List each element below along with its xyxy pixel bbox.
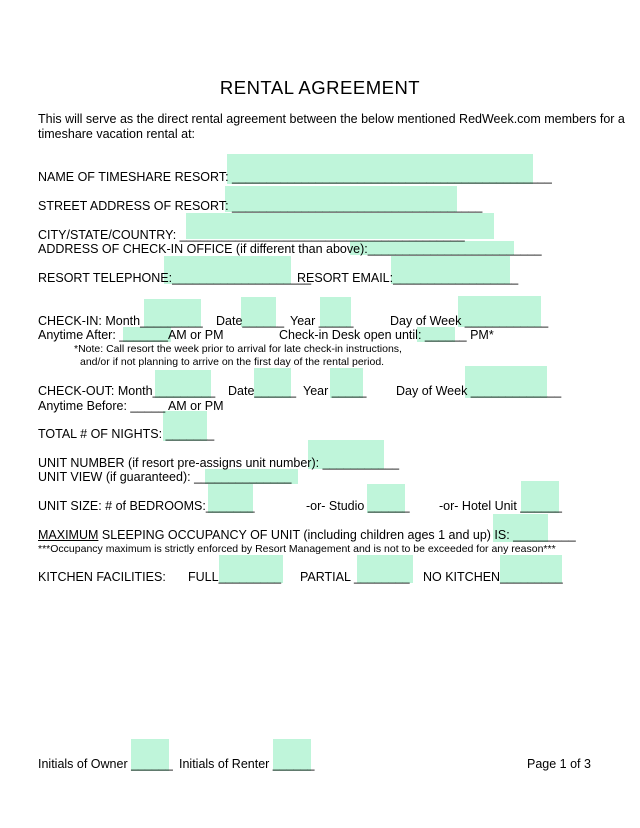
- checkout-year-label: Year _____: [303, 384, 367, 398]
- telephone-label: RESORT TELEPHONE:____________________: [38, 271, 312, 285]
- unit-size-label: UNIT SIZE: # of BEDROOMS:_______: [38, 499, 255, 513]
- kitchen-partial-label: PARTIAL ________: [300, 570, 410, 584]
- studio-label: -or- Studio ______: [306, 499, 410, 513]
- initials-owner-label: Initials of Owner ______: [38, 757, 173, 771]
- no-kitchen-label: NO KITCHEN_________: [423, 570, 563, 584]
- checkin-dow-label: Day of Week ____________: [390, 314, 549, 328]
- anytime-after-label: Anytime After: _______AM or PM: [38, 328, 224, 342]
- page-title: RENTAL AGREEMENT: [219, 77, 421, 98]
- kitchen-label: KITCHEN FACILITIES:: [38, 570, 166, 584]
- unit-number-label: UNIT NUMBER (if resort pre-assigns unit number): ___________: [38, 456, 400, 470]
- checkin-note-2: and/or if not planning to arrive on the first day of the rental period.: [80, 356, 385, 368]
- city-label: CITY/STATE/COUNTRY: _________________________________________: [38, 228, 465, 242]
- checkin-office-label: ADDRESS OF CHECK-IN OFFICE (if different than above):_________________________: [38, 242, 542, 256]
- street-address-label: STREET ADDRESS OF RESORT: ____________________________________: [38, 199, 483, 213]
- occupancy-note: ***Occupancy maximum is strictly enforced by Resort Management and is not to be exceeded for any reason***: [38, 543, 556, 555]
- occupancy-label-rest: SLEEPING OCCUPANCY OF UNIT (including children ages 1 and up) IS: _________: [98, 528, 576, 542]
- checkout-dow-label: Day of Week _____________: [396, 384, 562, 398]
- occupancy-label: [38, 528, 576, 542]
- email-label: RESORT EMAIL:__________________: [297, 271, 519, 285]
- checkin-date-label: Date______: [216, 314, 285, 328]
- hotel-unit-label: -or- Hotel Unit ______: [439, 499, 562, 513]
- initials-renter-label: Initials of Renter ______: [179, 757, 315, 771]
- total-nights-label: TOTAL # OF NIGHTS: _______: [38, 427, 215, 441]
- unit-view-label: UNIT VIEW (if guaranteed): ______________: [38, 470, 292, 484]
- checkin-note-1: *Note: Call resort the week prior to arrival for late check-in instructions,: [74, 343, 402, 355]
- checkout-month-label: CHECK-OUT: Month_________: [38, 384, 216, 398]
- maximum-emphasis: MAXIMUM: [38, 528, 99, 542]
- resort-name-label: NAME OF TIMESHARE RESORT: ______________________________________________: [38, 170, 552, 184]
- checkout-date-label: Date______: [228, 384, 297, 398]
- anytime-before-label: Anytime Before: _____ AM or PM: [38, 399, 224, 413]
- intro-line-1: This will serve as the direct rental agreement between the below mentioned RedWeek.com members for a: [38, 112, 625, 126]
- checkin-month-label: CHECK-IN: Month_________: [38, 314, 203, 328]
- checkin-year-label: Year _____: [290, 314, 354, 328]
- page-number: Page 1 of 3: [527, 757, 591, 771]
- desk-open-label: Check-in Desk open until: ______ PM*: [279, 328, 494, 342]
- intro-line-2: timeshare vacation rental at:: [38, 127, 196, 141]
- kitchen-full-label: FULL_________: [188, 570, 282, 584]
